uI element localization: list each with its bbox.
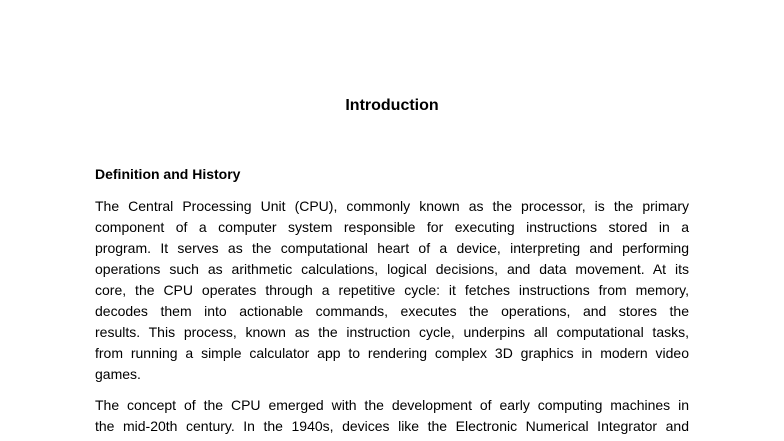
paragraph-line: the mid-20th century. In the 1940s, devices like the Electronic Numerical Integrator and bbox=[95, 418, 689, 434]
paragraph-line: games. bbox=[95, 366, 141, 382]
paragraph-line: component of a computer system responsible for executing instructions stored in a bbox=[95, 219, 689, 235]
paragraph-line: The Central Processing Unit (CPU), commonly known as the processor, is the primary bbox=[95, 198, 689, 214]
paragraph-line: The concept of the CPU emerged with the development of early computing machines in bbox=[95, 397, 689, 413]
paragraph-line: core, the CPU operates through a repetitive cycle: it fetches instructions from memory, bbox=[95, 282, 689, 298]
paragraph-definition bbox=[95, 196, 689, 385]
section-heading: Definition and History bbox=[95, 166, 241, 182]
document-title: Introduction bbox=[345, 97, 439, 114]
paragraph-line: operations such as arithmetic calculations, logical decisions, and data movement. At its bbox=[95, 261, 689, 277]
paragraph-history bbox=[95, 395, 689, 437]
paragraph-line: decodes them into actionable commands, executes the operations, and stores the bbox=[95, 303, 689, 319]
paragraph-line: from running a simple calculator app to rendering complex 3D graphics in modern video bbox=[95, 345, 689, 361]
paragraph-line: program. It serves as the computational heart of a device, interpreting and performing bbox=[95, 240, 689, 256]
paragraph-line: results. This process, known as the instruction cycle, underpins all computational tasks, bbox=[95, 324, 689, 340]
